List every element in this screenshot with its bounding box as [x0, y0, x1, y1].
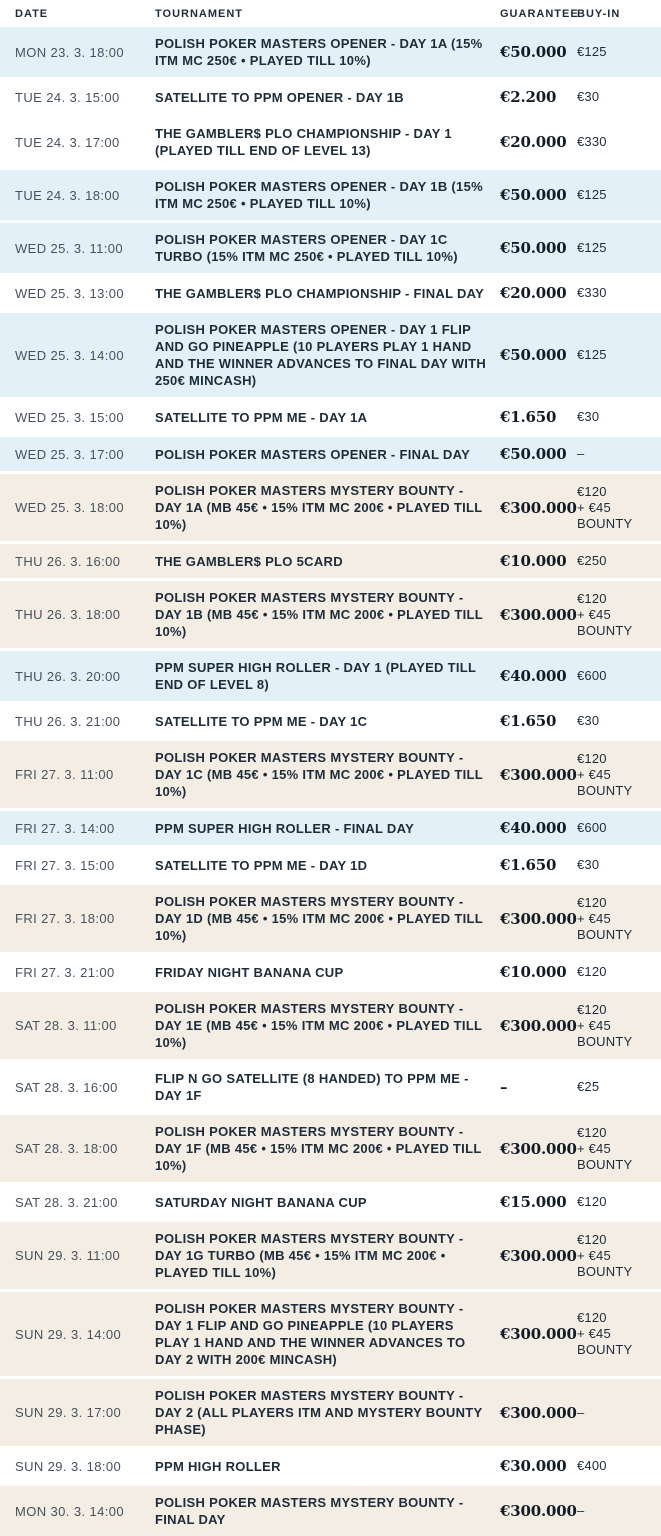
row-buyin: [577, 44, 661, 60]
row-buyin-amount: €120: [577, 964, 607, 979]
row-date: SAT 28. 3. 21:00: [15, 1194, 118, 1210]
row-buyin-bounty-note: + €45 BOUNTY: [577, 606, 633, 638]
row-buyin-amount: €125: [577, 240, 607, 255]
row-guarantee: €300.000: [500, 1403, 577, 1422]
row-date: THU 26. 3. 16:00: [15, 553, 121, 569]
row-buyin-amount: €125: [577, 347, 607, 362]
table-row: [0, 992, 661, 1059]
row-date: THU 26. 3. 21:00: [15, 713, 121, 729]
row-tournament-name: POLISH POKER MASTERS OPENER - DAY 1A (15% ITM MC 250€ • PLAYED TILL 10%): [155, 36, 483, 68]
table-row: [0, 276, 661, 310]
row-buyin-amount: –: [577, 1404, 585, 1420]
row-tournament-name: POLISH POKER MASTERS OPENER - FINAL DAY: [155, 446, 471, 462]
row-date: MON 23. 3. 18:00: [15, 44, 125, 60]
row-buyin: [577, 1458, 661, 1474]
row-date: SUN 29. 3. 14:00: [15, 1326, 122, 1342]
row-tournament-name: POLISH POKER MASTERS MYSTERY BOUNTY - DAY 1E (MB 45€ • 15% ITM MC 200€ • PLAYED TILL 10%): [155, 1001, 483, 1050]
row-buyin-amount: €125: [577, 187, 607, 202]
row-buyin-amount: €250: [577, 553, 607, 568]
row-guarantee: €300.000: [500, 498, 577, 517]
row-date: SUN 29. 3. 17:00: [15, 1405, 122, 1420]
row-tournament-name: POLISH POKER MASTERS MYSTERY BOUNTY - DAY 2 (ALL PLAYERS ITM AND MYSTERY BOUNTY PHASE): [155, 1388, 483, 1437]
row-buyin-bounty-note: + €45 BOUNTY: [577, 910, 633, 942]
row-date: SAT 28. 3. 18:00: [15, 1141, 118, 1156]
row-buyin-amount: €400: [577, 1458, 607, 1473]
row-buyin: [577, 1125, 661, 1173]
table-row: [0, 885, 661, 952]
row-tournament-name: SATELLITE TO PPM ME - DAY 1A: [155, 409, 368, 425]
table-header-row: [0, 0, 661, 27]
table-row: [0, 437, 661, 471]
row-buyin-amount: €330: [577, 285, 607, 300]
table-row: [0, 1486, 661, 1536]
row-buyin-bounty-note: + €45 BOUNTY: [577, 499, 633, 531]
row-buyin-bounty-note: + €45 BOUNTY: [577, 766, 633, 798]
row-guarantee: €20.000: [500, 284, 567, 302]
row-guarantee: €50.000: [500, 239, 567, 257]
row-date: FRI 27. 3. 15:00: [15, 857, 115, 873]
row-buyin-amount: €25: [577, 1079, 600, 1094]
row-buyin: [577, 1232, 661, 1280]
row-buyin: [577, 1194, 661, 1210]
row-guarantee: €15.000: [500, 1193, 567, 1211]
row-date: TUE 24. 3. 18:00: [15, 187, 120, 203]
table-row: [0, 811, 661, 845]
row-guarantee: €1.650: [500, 408, 557, 426]
row-date: SUN 29. 3. 18:00: [15, 1458, 122, 1474]
row-tournament-name: FLIP N GO SATELLITE (8 HANDED) TO PPM ME - DAY 1F: [155, 1071, 469, 1103]
row-guarantee: –: [500, 1078, 508, 1096]
row-date: WED 25. 3. 13:00: [15, 285, 125, 301]
row-buyin-amount: €120: [577, 590, 607, 606]
table-row: [0, 1379, 661, 1446]
row-tournament-name: POLISH POKER MASTERS MYSTERY BOUNTY - DAY 1D (MB 45€ • 15% ITM MC 200€ • PLAYED TILL 10%): [155, 894, 483, 943]
row-buyin: [577, 347, 661, 363]
row-buyin-amount: €120: [577, 1231, 607, 1247]
table-row: [0, 223, 661, 273]
row-date: SAT 28. 3. 16:00: [15, 1079, 118, 1095]
row-guarantee: €300.000: [500, 1246, 577, 1265]
row-buyin: [577, 1002, 661, 1050]
row-buyin: [577, 1310, 661, 1358]
row-guarantee: €10.000: [500, 963, 567, 981]
row-buyin: [577, 591, 661, 639]
row-buyin-amount: €120: [577, 1310, 607, 1325]
column-header-date: DATE: [15, 8, 49, 20]
column-header-guarantee: GUARANTEE: [500, 8, 579, 20]
row-date: MON 30. 3. 14:00: [15, 1503, 125, 1519]
row-buyin-bounty-note: + €45 BOUNTY: [577, 1247, 633, 1279]
row-date: FRI 27. 3. 18:00: [15, 911, 115, 926]
row-buyin-amount: €600: [577, 820, 607, 835]
row-buyin-amount: –: [577, 1503, 585, 1518]
row-buyin: [577, 668, 661, 684]
row-guarantee: €300.000: [500, 605, 577, 624]
table-row: [0, 80, 661, 114]
table-row: [0, 1115, 661, 1182]
row-tournament-name: POLISH POKER MASTERS MYSTERY BOUNTY - DAY 1 FLIP AND GO PINEAPPLE (10 PLAYERS PLAY 1 HAND AND THE WINNER ADVANCES TO DAY 2 WITH 200€ MINCASH): [155, 1301, 466, 1367]
row-tournament-name: POLISH POKER MASTERS OPENER - DAY 1C TURBO (15% ITM MC 250€ • PLAYED TILL 10%): [155, 232, 458, 264]
row-tournament-name: POLISH POKER MASTERS MYSTERY BOUNTY - FINAL DAY: [155, 1495, 464, 1527]
row-guarantee: €50.000: [500, 186, 567, 204]
row-tournament-name: THE GAMBLER$ PLO CHAMPIONSHIP - DAY 1 (PLAYED TILL END OF LEVEL 13): [155, 126, 452, 158]
row-buyin-amount: €120: [577, 483, 607, 499]
table-row: [0, 170, 661, 220]
row-buyin: [577, 964, 661, 980]
row-date: TUE 24. 3. 17:00: [15, 134, 120, 150]
row-buyin-amount: €600: [577, 668, 607, 683]
row-tournament-name: THE GAMBLER$ PLO 5CARD: [155, 553, 343, 569]
row-tournament-name: PPM HIGH ROLLER: [155, 1458, 281, 1474]
row-buyin: [577, 187, 661, 203]
row-tournament-name: POLISH POKER MASTERS MYSTERY BOUNTY - DAY 1B (MB 45€ • 15% ITM MC 200€ • PLAYED TILL 10%): [155, 590, 483, 639]
row-buyin: [577, 134, 661, 150]
table-row: [0, 474, 661, 541]
row-date: WED 25. 3. 15:00: [15, 409, 125, 425]
table-row: [0, 1449, 661, 1483]
row-guarantee: €1.650: [500, 856, 557, 874]
row-buyin-bounty-note: + €45 BOUNTY: [577, 1326, 633, 1357]
row-tournament-name: POLISH POKER MASTERS OPENER - DAY 1B (15% ITM MC 250€ • PLAYED TILL 10%): [155, 179, 483, 211]
table-row: [0, 117, 661, 167]
row-guarantee: €40.000: [500, 667, 567, 685]
row-guarantee: €50.000: [500, 43, 567, 61]
column-header-tournament: TOURNAMENT: [155, 8, 244, 20]
row-date: WED 25. 3. 17:00: [15, 446, 125, 462]
table-row: [0, 1062, 661, 1112]
row-date: FRI 27. 3. 21:00: [15, 964, 115, 980]
row-buyin-amount: –: [577, 446, 585, 461]
row-buyin: [577, 713, 661, 729]
row-buyin: [577, 553, 661, 569]
row-date: WED 25. 3. 11:00: [15, 240, 124, 256]
row-buyin: [577, 751, 661, 799]
row-buyin: [577, 1503, 661, 1519]
row-tournament-name: PPM SUPER HIGH ROLLER - FINAL DAY: [155, 820, 415, 836]
row-buyin-amount: €30: [577, 89, 600, 104]
row-buyin-amount: €330: [577, 134, 607, 149]
row-guarantee: €20.000: [500, 133, 567, 151]
table-row: [0, 400, 661, 434]
row-date: WED 25. 3. 18:00: [15, 500, 125, 515]
table-row: [0, 651, 661, 701]
row-guarantee: €50.000: [500, 445, 567, 463]
table-row: [0, 848, 661, 882]
table-row: [0, 1185, 661, 1219]
row-buyin: [577, 240, 661, 256]
row-guarantee: €2.200: [500, 88, 557, 106]
row-buyin: [577, 89, 661, 105]
row-tournament-name: SATELLITE TO PPM ME - DAY 1C: [155, 713, 368, 729]
row-guarantee: €30.000: [500, 1457, 567, 1475]
table-row: [0, 955, 661, 989]
row-guarantee: €300.000: [500, 1016, 577, 1035]
row-tournament-name: SATURDAY NIGHT BANANA CUP: [155, 1194, 367, 1210]
row-buyin: [577, 820, 661, 836]
row-date: FRI 27. 3. 14:00: [15, 820, 115, 836]
row-date: SUN 29. 3. 11:00: [15, 1248, 121, 1263]
table-row: [0, 704, 661, 738]
row-buyin: [577, 446, 661, 462]
row-buyin: [577, 409, 661, 425]
row-buyin-bounty-note: + €45 BOUNTY: [577, 1017, 633, 1049]
table-row: [0, 581, 661, 648]
row-guarantee: €1.650: [500, 712, 557, 730]
row-tournament-name: POLISH POKER MASTERS OPENER - DAY 1 FLIP AND GO PINEAPPLE (10 PLAYERS PLAY 1 HAND AND THE WINNER ADVANCES TO FINAL DAY WITH 250€ MINCASH): [155, 322, 487, 388]
row-buyin: [577, 857, 661, 873]
row-guarantee: €300.000: [500, 1139, 577, 1158]
row-guarantee: €50.000: [500, 346, 567, 364]
row-buyin-amount: €120: [577, 1001, 607, 1017]
row-buyin-amount: €120: [577, 750, 607, 766]
row-tournament-name: POLISH POKER MASTERS MYSTERY BOUNTY - DAY 1F (MB 45€ • 15% ITM MC 200€ • PLAYED TILL 10%): [155, 1124, 482, 1173]
row-guarantee: €300.000: [500, 765, 577, 784]
row-tournament-name: PPM SUPER HIGH ROLLER - DAY 1 (PLAYED TILL END OF LEVEL 8): [155, 660, 477, 692]
row-guarantee: €40.000: [500, 819, 567, 837]
row-buyin-bounty-note: + €45 BOUNTY: [577, 1140, 633, 1172]
row-buyin-amount: €30: [577, 857, 600, 872]
row-date: THU 26. 3. 18:00: [15, 607, 121, 622]
table-row: [0, 741, 661, 808]
row-date: WED 25. 3. 14:00: [15, 347, 125, 363]
row-buyin-amount: €30: [577, 713, 600, 728]
row-buyin: [577, 484, 661, 532]
row-buyin-amount: €125: [577, 44, 607, 59]
row-buyin-amount: €120: [577, 1124, 607, 1140]
column-header-buyin: BUY-IN: [577, 8, 621, 20]
row-buyin-amount: €120: [577, 894, 607, 910]
row-buyin: [577, 895, 661, 943]
row-buyin: [577, 1079, 661, 1095]
row-guarantee: €10.000: [500, 552, 567, 570]
row-tournament-name: THE GAMBLER$ PLO CHAMPIONSHIP - FINAL DAY: [155, 285, 485, 301]
row-tournament-name: POLISH POKER MASTERS MYSTERY BOUNTY - DAY 1A (MB 45€ • 15% ITM MC 200€ • PLAYED TILL 10%): [155, 483, 483, 532]
row-guarantee: €300.000: [500, 1502, 577, 1520]
table-row: [0, 544, 661, 578]
row-tournament-name: FRIDAY NIGHT BANANA CUP: [155, 964, 344, 980]
row-tournament-name: POLISH POKER MASTERS MYSTERY BOUNTY - DAY 1G TURBO (MB 45€ • 15% ITM MC 200€ • PLAYED TILL 10%): [155, 1231, 464, 1280]
table-body: [0, 27, 661, 1536]
table-row: [0, 1222, 661, 1289]
row-buyin: [577, 1405, 661, 1421]
row-tournament-name: SATELLITE TO PPM ME - DAY 1D: [155, 857, 368, 873]
row-date: THU 26. 3. 20:00: [15, 668, 121, 684]
row-date: SAT 28. 3. 11:00: [15, 1018, 117, 1033]
table-row: [0, 313, 661, 397]
row-guarantee: €300.000: [500, 1325, 577, 1343]
row-date: FRI 27. 3. 11:00: [15, 767, 114, 782]
row-buyin-amount: €30: [577, 409, 600, 424]
row-tournament-name: POLISH POKER MASTERS MYSTERY BOUNTY - DAY 1C (MB 45€ • 15% ITM MC 200€ • PLAYED TILL 10%): [155, 750, 483, 799]
table-row: [0, 1292, 661, 1376]
row-buyin-amount: €120: [577, 1194, 607, 1209]
table-row: [0, 27, 661, 77]
row-buyin: [577, 285, 661, 301]
row-tournament-name: SATELLITE TO PPM OPENER - DAY 1B: [155, 89, 404, 105]
row-guarantee: €300.000: [500, 909, 577, 928]
row-date: TUE 24. 3. 15:00: [15, 89, 120, 105]
